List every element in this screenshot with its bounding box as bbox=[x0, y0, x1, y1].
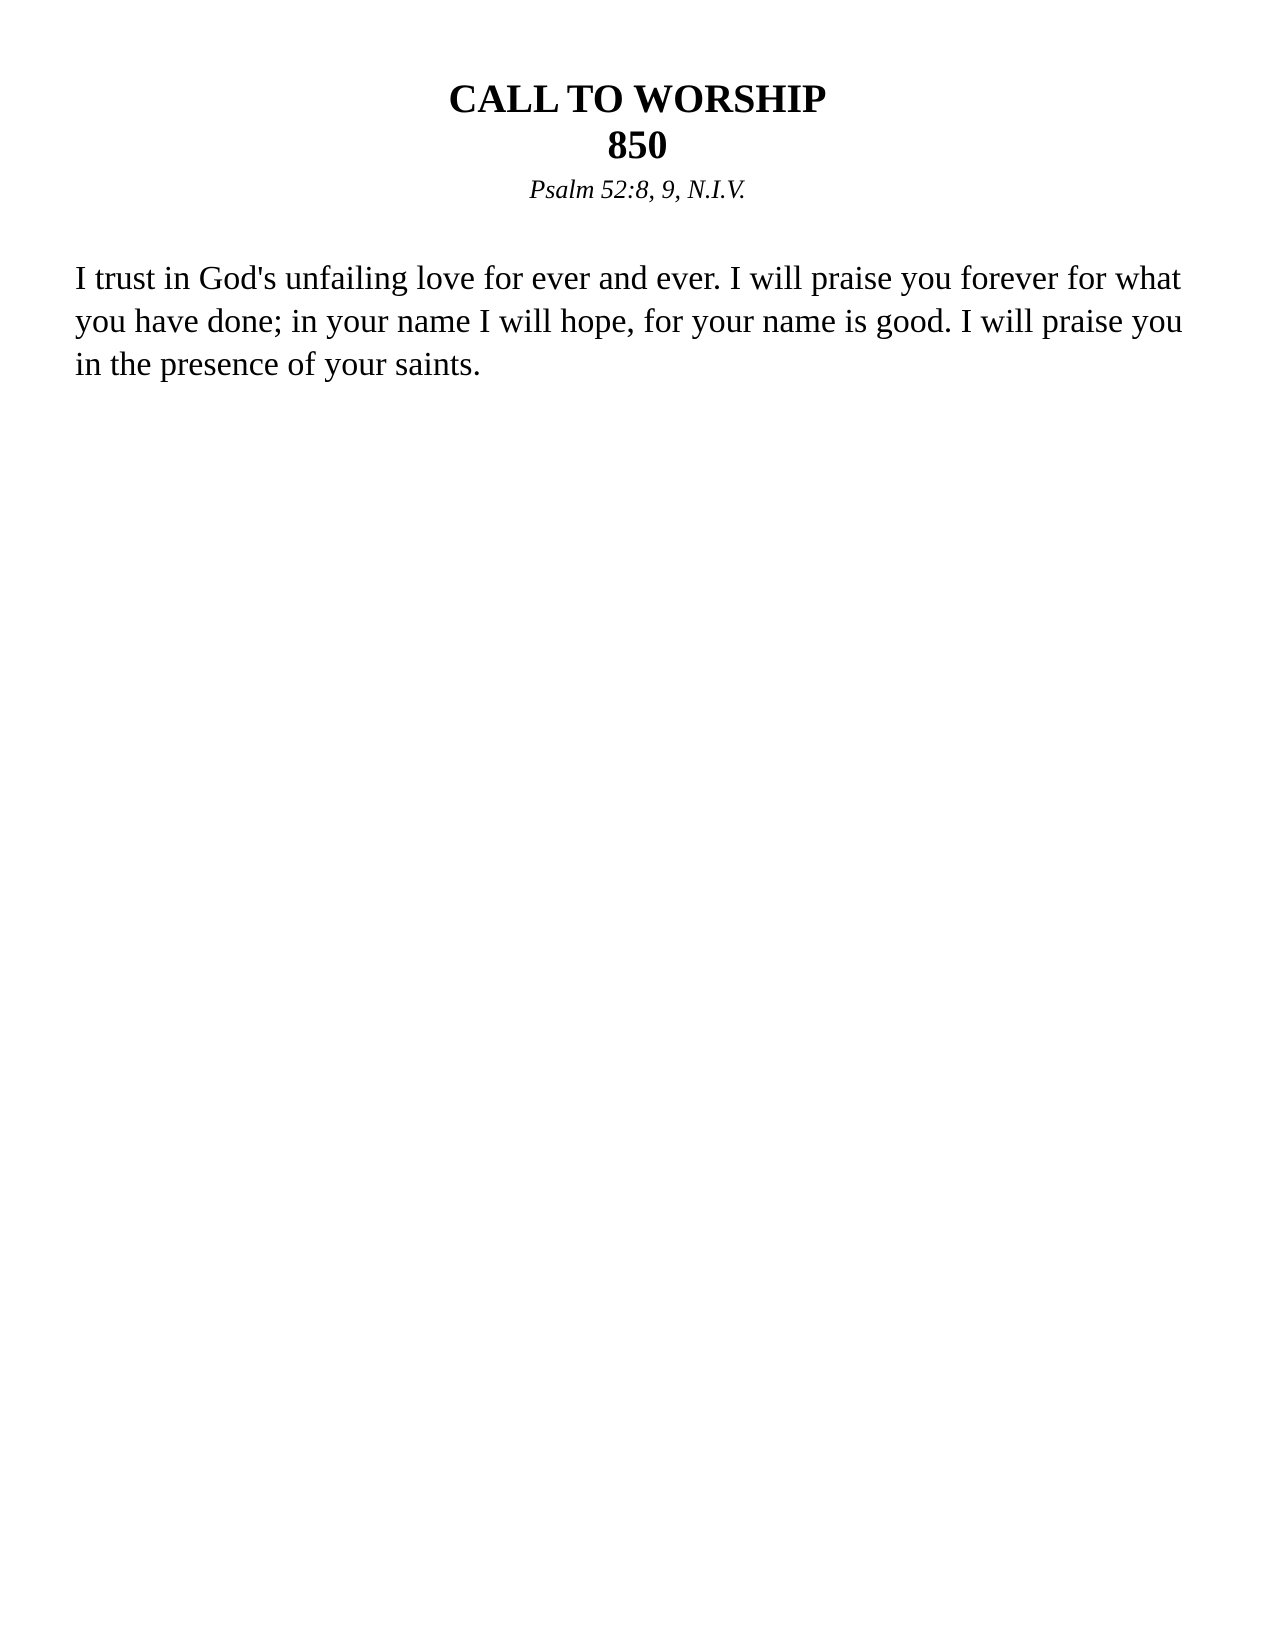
document-heading bbox=[0, 76, 1275, 206]
reading-text: I trust in God's unfailing love for ever and ever. I will praise you forever for what you have done; in your name I will hope, for your name is good. I will praise you in the presence of your saints. bbox=[75, 260, 1183, 383]
page-title: CALL TO WORSHIP bbox=[448, 76, 827, 121]
reading-number: 850 bbox=[607, 122, 668, 167]
scripture-reference: Psalm 52:8, 9, N.I.V. bbox=[529, 175, 746, 204]
